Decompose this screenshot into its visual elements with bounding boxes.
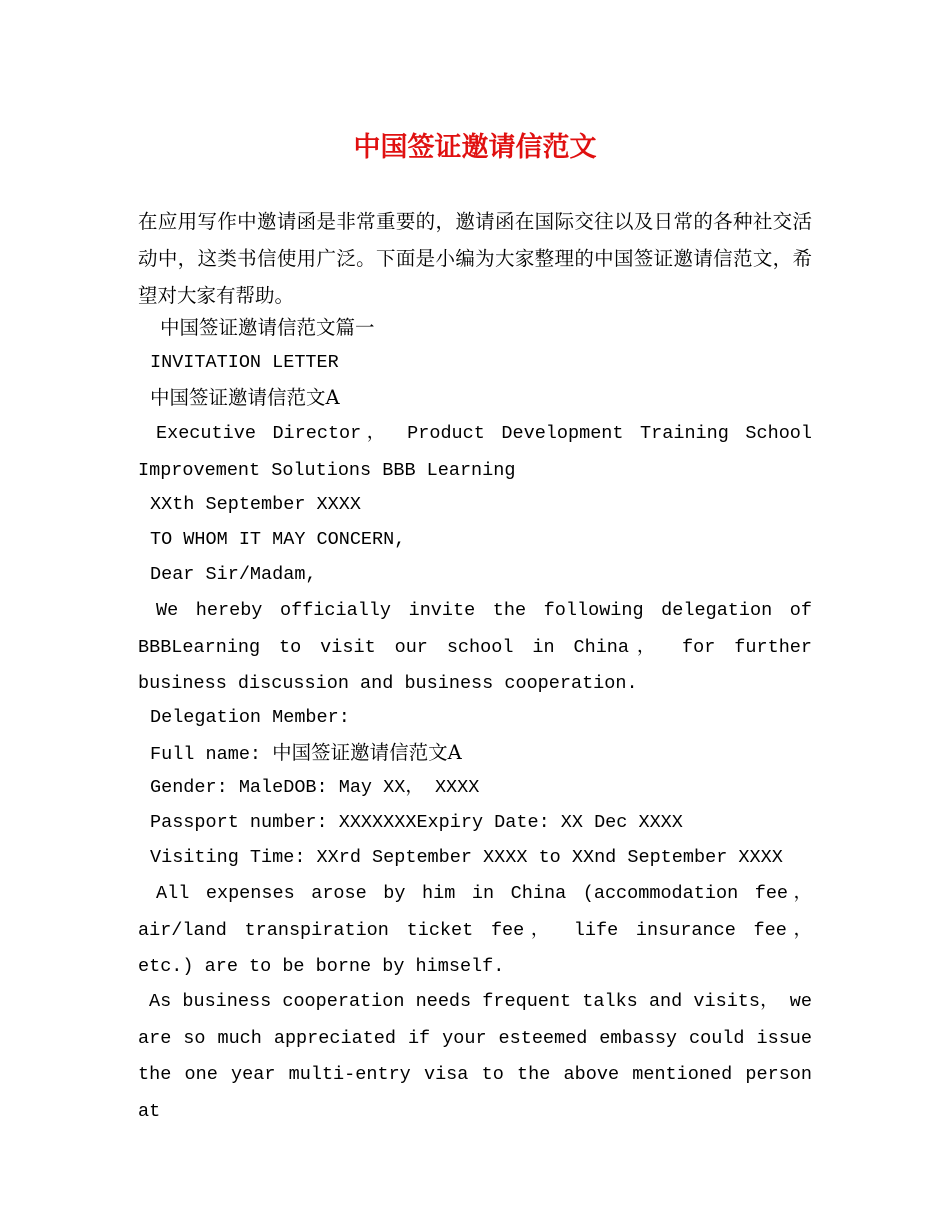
document-title: 中国签证邀请信范文 [353, 132, 597, 163]
cooperation-paragraph-text: As business cooperation needs frequent talks and visits， we are so much appreciated if your esteemed embassy could issue the one year multi-entry visa to the above mentioned person at [138, 991, 812, 1122]
intro-paragraph: 在应用写作中邀请函是非常重要的，邀请函在国际交往以及日常的各种社交活动中，这类书信使用广泛。下面是小编为大家整理的中国签证邀请信范文，希望对大家有帮助。 [138, 210, 812, 307]
section-heading: 中国签证邀请信范文篇一 [160, 316, 375, 339]
expenses-paragraph [138, 876, 812, 986]
delegation-label: Delegation Member: [150, 707, 350, 728]
letter-heading: INVITATION LETTER [150, 352, 339, 373]
inviter-titles-text: Executive Director， Product Development Training School Improvement Solutions BBB Learning [138, 423, 812, 481]
cooperation-paragraph [138, 984, 812, 1130]
salutation: Dear Sir/Madam, [150, 564, 317, 585]
gender-dob-line: Gender: MaleDOB: May XX， XXXX [150, 777, 480, 798]
inviter-titles [138, 416, 812, 489]
passport-line: Passport number: XXXXXXXExpiry Date: XX Dec XXXX [150, 812, 683, 833]
letter-date: XXth September XXXX [150, 494, 361, 515]
invite-paragraph-text: We hereby officially invite the following delegation of BBBLearning to visit our school in China， for further business discussion and business cooperation. [138, 600, 812, 694]
visiting-time-line: Visiting Time: XXrd September XXXX to XXnd September XXXX [150, 847, 783, 868]
invite-paragraph [138, 593, 812, 703]
to-whom-line: TO WHOM IT MAY CONCERN, [150, 529, 406, 550]
expenses-paragraph-text: All expenses arose by him in China (accommodation fee，air/land transpiration ticket fee， life insurance fee， etc.) are to be borne by himself. [138, 883, 812, 977]
full-name-line [150, 740, 462, 768]
full-name-value: 中国签证邀请信范文A [272, 741, 462, 764]
inviter-name: 中国签证邀请信范文A [150, 386, 340, 409]
full-name-label: Full name: [150, 744, 273, 765]
